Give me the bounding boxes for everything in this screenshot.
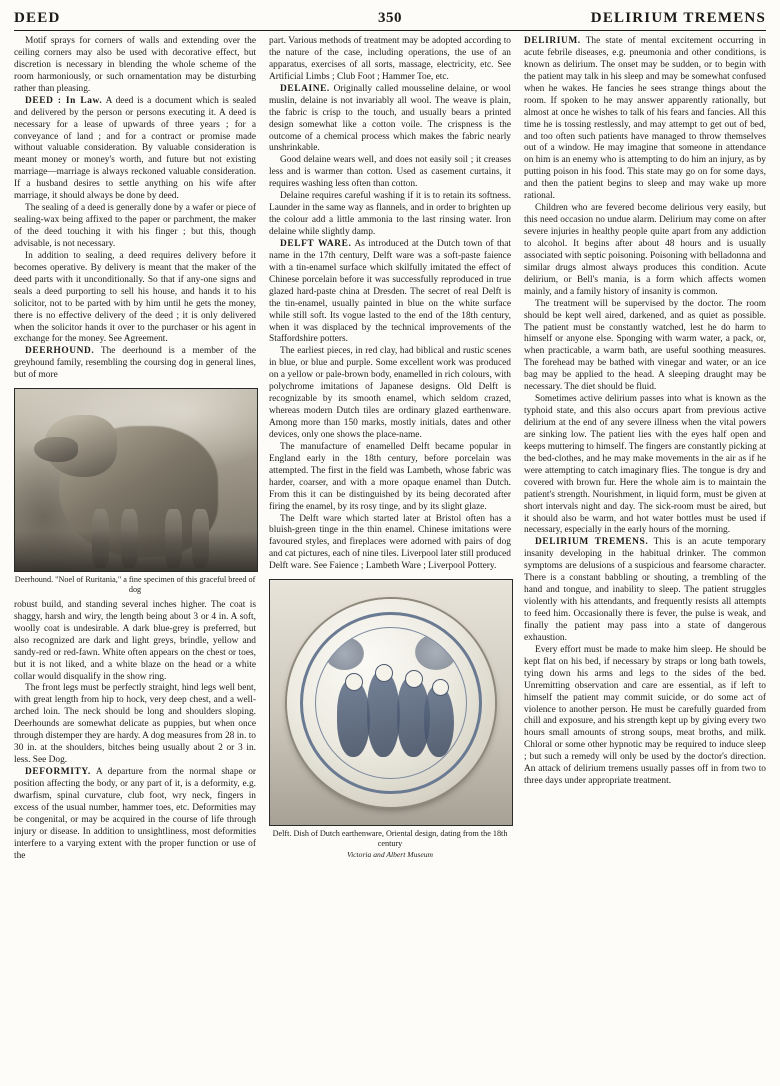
- delft-dish-photograph: [269, 579, 513, 826]
- paragraph: The earliest pieces, in red clay, had biblical and rustic scenes in blue, or blue and purple. Some excellent work was produced on a yellow or pale-brown body, enamelled in rich colours, with polychrome imitations of Japanese designs. Old Delft is recognizable by its smooth enamel, which seldom crazed, whereas modern Dutch tiles are ordinary glazed earthenware. Among more than 150 marks, mostly initials, dates and other devices, only one shows the place-name.: [269, 346, 511, 440]
- entry-heading: DEED : In Law.: [25, 95, 103, 106]
- running-head-left: DEED: [14, 10, 61, 26]
- paragraph: Sometimes active delirium passes into what is known as the typhoid state, and this also occurs apart from previous active delirium at the end of any severe illness when the vital powers are sinking low. The patient lies with the eyes half open and keeps muttering to himself. The fingers are constantly picking at the bed-clothes, and he may make movements in the air as if he were attempting to catch imaginary flies. The tongue is dry and covered with brown fur. Here the whole aim is to maintain the patient's strength. Nourishment, in liquid form, must be given at short intervals night and day. The sick-room must be aired, but it should also be warm, and hot water bottles must be used if necessary, especially in the early hours of the morning.: [524, 394, 766, 536]
- paragraph: Motif sprays for corners of walls and extending over the ceiling corners may also be used with decorative effect, but discretion is necessary in blending the whole scheme of the room harmoniously, or such ornamentation may be disturbing rather than pleasing.: [14, 36, 256, 94]
- deerhound-caption: Deerhound. "Noel of Ruritania," a fine specimen of this graceful breed of dog: [14, 575, 256, 595]
- delft-dish-credit: Victoria and Albert Museum: [347, 849, 433, 859]
- entry-body: A deed is a document which is sealed and delivered by the person or persons executing it. A deed is necessary for a lease of upwards of three years ; for a conveyance of land ; and for a contract or promise made without valuable consideration. By valuable consideration is meant money or money's worth, and future but not existing marriage—marriage is always reckoned valuable consideration. If a husband desires to settle anything on his wife after marriage, it should always be done by deed.: [14, 95, 257, 202]
- paragraph: Children who are fevered become delirious very easily, but this need occasion no undue alarm. Delirium may come on after severe injuries in healthy people quite apart from any addiction to alcohol. It begins after about 48 hours and is usually associated with septic poisoning. Poisoning with belladonna and similar drugs almost always produces this condition. Acute delirium, or Bell's mania, is a form which affects women mainly, and a family history of insanity is common.: [524, 203, 766, 297]
- running-head: [14, 10, 766, 31]
- entry-delft-ware: [269, 239, 511, 346]
- paragraph: Delaine requires careful washing if it is to retain its softness. Launder in the same way as flannels, and in order to brighten up the colour add a little ammonia to the last rinsing water. Iron delaine while slightly damp.: [269, 191, 511, 237]
- paragraph: The front legs must be perfectly straight, hind legs well bent, with great length from hip to hock, very deep chest, and a well-arched loin. The neck should be long and shoulders sloping. Deerhounds are somewhat delicate as puppies, but when once through distemper they are hardy. A dog measures from 28 in. to 30 in. at the shoulders, bitches being usually about 2 or 3 in. less. See Dog.: [14, 683, 256, 766]
- paragraph: The sealing of a deed is generally done by a wafer or piece of sealing-wax being affixed to the paper or parchment, the maker of the deed touching it with his finger ; but this, though advisable, is not necessary.: [14, 203, 256, 249]
- entry-heading: DEFORMITY.: [25, 767, 91, 777]
- figure-face: [345, 673, 364, 692]
- paragraph: Good delaine wears well, and does not easily soil ; it creases less and is warmer than cotton. Used as casement curtains, it requires washing less often than cotton.: [269, 155, 511, 190]
- entry-deformity: [14, 767, 256, 863]
- entry-body: The deerhound is a member of the greyhound family, resembling the coursing dog in general lines, but of more: [14, 346, 256, 381]
- figure-face: [405, 670, 424, 689]
- delft-dish-caption: Delft. Dish of Dutch earthenware, Oriental design, dating from the 18th century: [272, 829, 508, 849]
- paragraph: The treatment will be supervised by the doctor. The room should be kept well aired, darkened, and as quiet as possible. The patient must be constantly watched, lest he do harm to himself or anyone else. Sponging with warm water, a pack, or, when practicable, a warm bath, are useful soothing measures. The forehead may be bathed with vinegar and water, or an ice bag may be applied to the head. A sleeping draught may be necessary. The diet should be fluid.: [524, 298, 766, 393]
- column-container: [14, 36, 766, 1082]
- delft-dish-figure: [269, 579, 511, 859]
- paragraph: robust build, and standing several inches higher. The coat is shaggy, harsh and wiry, the length being about 3 or 4 in. A soft, woolly coat is undesirable. A dark blue-grey is preferred, but also recognized are dark and light greys, brindle, yellow and sandy-red or red-fawn. White often appears on the chest or toes, but it is not liked, and a white blaze on the head or a white collar would disqualify in the show ring.: [14, 599, 256, 682]
- text-column-2: [269, 36, 511, 1082]
- paragraph: In addition to sealing, a deed requires delivery before it becomes operative. By delivery is meant that the maker of the deed parts with it unconditionally. So that if any-one signs and seals a deed purporting to sell his house, and hands it to his solicitor, not to be parted with by him until he gets the money, there is no effective delivery of the deed ; it is only delivered when the solicitor hands it over to the purchaser or his agent in exchange for the money. See Agreement.: [14, 250, 256, 345]
- paragraph: part. Various methods of treatment may be adopted according to the nature of the case, including operations, the use of an apparatus, exercises of all sorts, massage, electricity, etc. See Artificial Limbs ; Club Foot ; Hammer Toe, etc.: [269, 36, 511, 82]
- entry-deerhound: [14, 346, 256, 382]
- entry-heading: DEERHOUND.: [25, 346, 95, 357]
- page-number: 350: [378, 10, 402, 26]
- entry-body: The state of mental excitement occurring in acute febrile diseases, e.g. pneumonia and other conditions, is known as delirium. The onset may be sudden, or to begin with the patient may talk in his sleep and may be somewhat confused when he wakes. He fancies he sees strange things about the room. If spoken to he may answer apparently rationally, but almost at once he wishes to talk of his fears and fancies. All this time he is tossing restlessly, and may attempt to get out of bed, and too often such patients have managed to throw themselves out of a window. He may imagine that someone in attendance on him is an enemy who is attempting to do him an injury, as by putting poison in his food. This state may go on for some days, and then the patient begins to sleep and may wake up more rational.: [524, 36, 766, 202]
- entry-delaine: [269, 84, 511, 156]
- entry-body: As introduced at the Dutch town of that name in the 17th century, Delft ware was a soft-paste faience with a tin-enamel surface which skilfully imitated the effect of Chinese porcelain before it was successfully reproduced in true glazed hard-paste china at Dresden. The secret of real Delft is the tin-enamel, usually painted in blue on the white surface while still soft. Its vogue lasted to the end of the 18th century, when it was displaced by the technical improvements of the Staffordshire potters.: [269, 238, 512, 345]
- paragraph: Every effort must be made to make him sleep. He should be kept flat on his bed, if necessary by straps or long bath towels, tying down his arms and legs to the sides of the bed. Unremitting observation and care are essential, as if left to himself the patient may commit suicide, or do some act of violence to another person. He must be carefully guarded from chill and exposure, and his strength kept up by giving every two hours small amounts of strong soups, meat broths, and milk. Chloral or some other hypnotic may be required to induce sleep ; but such a remedy will only be used by the doctor's direction. An attack of delirium tremens usually passes off in from two to three days under appropriate treatment.: [524, 644, 766, 787]
- paragraph: The manufacture of enamelled Delft became popular in England early in the 18th century, before porcelain was attempted. The first in the field was Lambeth, whose fabric was harder, coarser, and with a more opaque enamel than Dutch. From this it can be distinguished by its being decorated after firing the enamel, by its rosy tinge, and by its slight glaze.: [269, 441, 511, 512]
- text-column-3: [524, 36, 766, 1082]
- foliage-motif: [325, 637, 364, 670]
- entry-body: Originally called mousseline delaine, or wool muslin, delaine is not invariably all wool. The weave is plain, the fabric is crisp to the touch, and usually bears a printed design somewhat like a cotton voile. The crispness is the outcome of a chemical process which makes the fabric nearly unshrinkable.: [269, 83, 512, 154]
- paragraph: The Delft ware which started later at Bristol often has a bluish-green tinge in the thin enamel. Chinese imitations were favoured styles, and fireplaces were adorned with pairs of dog and cat pictures, each of nine tiles. Liverpool later still produced Delft ware. See Faience ; Lambeth Ware ; Liverpool Pottery.: [269, 513, 511, 572]
- figure-face: [375, 664, 394, 683]
- entry-heading: DELIRIUM TREMENS.: [535, 537, 649, 548]
- entry-delirium: [524, 36, 766, 203]
- entry-deed: [14, 96, 256, 203]
- entry-heading: DELAINE.: [280, 83, 330, 94]
- deerhound-photograph: [14, 388, 258, 572]
- foliage-motif: [415, 634, 457, 670]
- delft-plate-scene: [315, 627, 467, 779]
- entry-body: This is an acute temporary insanity developing in the habitual drinker. The common symptoms are delusions of a suspicious and fearsome character. There is a constant babbling or shouting, a trembling of the hand and tongue, and inability to sleep. The patient struggles violently with his attendants, and frequently resists all attempts to feed him. Occasionally there is fever, the pulse is weak, and finally the patient may pass into a state of dangerous exhaustion.: [524, 537, 766, 643]
- deerhound-figure: [14, 388, 256, 595]
- dog-muzzle-shape: [34, 437, 78, 462]
- figure-silhouette: [367, 670, 400, 757]
- entry-delirium-tremens: [524, 537, 766, 644]
- photo-foreground: [15, 531, 257, 571]
- figure-face: [432, 679, 449, 696]
- text-column-1: [14, 36, 256, 1082]
- entry-heading: DELIRIUM.: [524, 36, 581, 46]
- entry-body: A departure from the normal shape or position affecting the body, or any part of it, is a deformity, e.g. dwarfism, spinal curvature, club foot, wry neck, fingers in excess of the usual number, hammer toes, etc. Deformities may be congenital, or may be acquired in the course of life through injury or disease. In addition to unsightliness, most deformities interfere to a varying extent with the proper function or use of the: [14, 767, 256, 861]
- running-head-right: DELIRIUM TREMENS: [590, 10, 766, 26]
- entry-heading: DELFT WARE.: [280, 238, 352, 249]
